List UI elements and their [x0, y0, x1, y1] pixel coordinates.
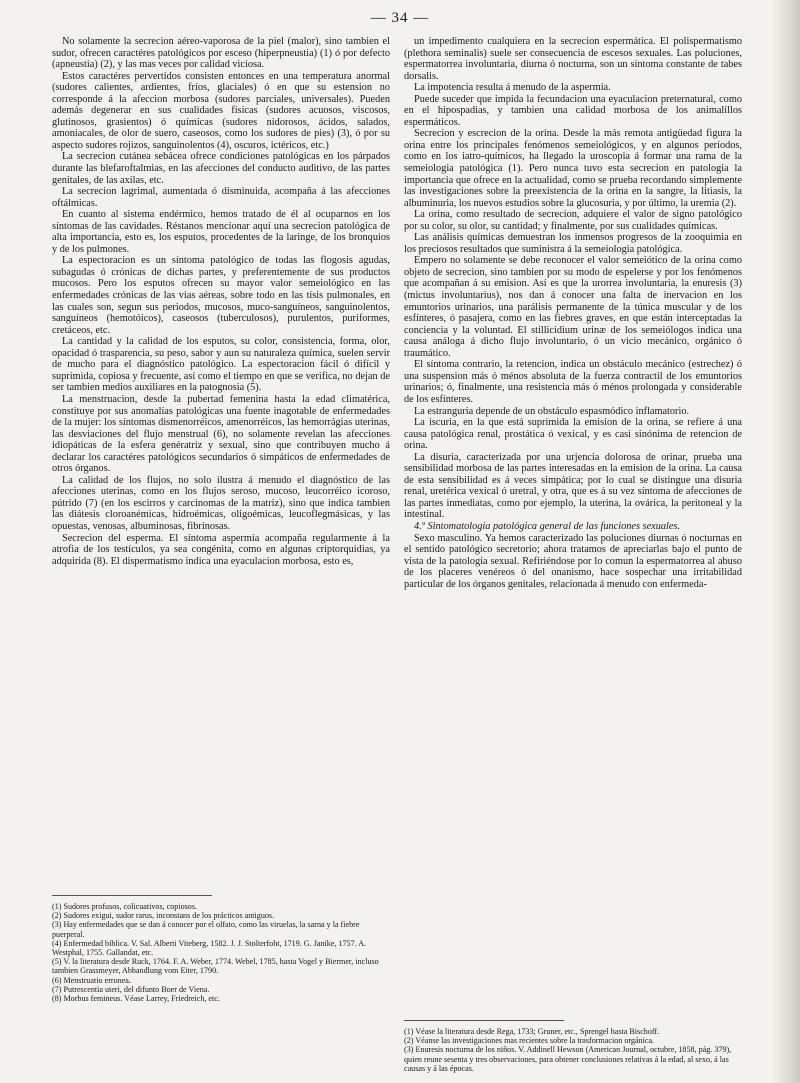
paragraph: La impotencia resulta á menudo de la aspermia. [414, 82, 611, 94]
paragraph: La espectoracion es un síntoma patológico de todas las flogosis agudas, subagudas ó crónicas de dichas partes, y preferentemente de sus productos mucosos. Pero los esputos ofrecen su mayor valor semeiológico en las enfermedades crónicas de las vias aéreas, sobre todo en las tísis pulmonales, en las cuales son, segun sus periodos, mucosos, muco-sanguíneos, sanguinolentos, sanguíneos (hemotóicos), caseosos (tuberculosos), purulentos, puriformes, cretáceos, etc. [52, 255, 390, 336]
paragraph: El síntoma contrario, la retencion, indica un obstáculo mecánico (estrechez) ó una suspension más ó ménos absoluta de la fuerza contractil de los emuntorios urinarios; ó, finalmente, una resistencia más ó ménos prolongada y considerable de los esfínteres. [404, 359, 742, 405]
footnote: (8) Morbus femineus. Véase Larrey, Friedreich, etc. [52, 994, 220, 1004]
footnote: (5) V. la literatura desde Ruck, 1764. F. A. Weber, 1774. Webel, 1785, hasta Vogel y Biermer, incluso tambien Grassmeyer, Abhandlung vom Eiter, 1790. [52, 957, 379, 976]
left-footnotes [52, 887, 390, 1003]
paragraph: La disuria, caracterizada por una urjencia dolorosa de orinar, prueba una sensibilidad morbosa de las partes interesadas en la emision de la orina. La causa de esta sensibilidad es á veces simpática; por lo cual se distingue una disuria renal, uretérica vexical ó uretral, y otra, que es á su vez síntoma de afecciones de las partes inmediatas, como por ejemplo, la uterina, la ovárica, la peritoneal y la intestinal. [404, 451, 742, 521]
paragraph: La estranguria depende de un obstáculo espasmódico inflamatorio. [414, 405, 690, 417]
paragraph: Puede suceder que impida la fecundacion una eyaculacion preternatural, como en el hipospadias, y tambien una calidad morbosa de los animalillos espermáticos. [404, 93, 742, 128]
footnote: (3) Enuresis nocturna de los niños. V. Addinell Hewson (American Journal, octubre, 1858, pág. 379), quien reune sesenta y tres observaciones, para obtener conclusiones relativas á la edad, al sexo, á las causas y á las épocas. [404, 1045, 732, 1073]
paragraph: La orina, como resultado de secrecion, adquiere el valor de signo patológico por su color, su olor, su cantidad; y finalmente, por sus cualidades químicas. [404, 209, 742, 232]
page-edge-shadow [772, 0, 800, 1083]
paragraph: En cuanto al sistema endérmico, hemos tratado de él al ocuparnos en los síntomas de las cavidades. Réstanos mencionar aquí una secrecion patológica de alta importancia, esto es, los esputos, procedentes de la laringe, de los bronquios y de los pulmones. [52, 209, 390, 255]
paragraph: No solamente la secrecion aéreo-vaporosa de la piel (malor), sino tambien el sudor, ofrecen caractéres patológicos por esceso (hiperpneustia) (1) ó por defecto (apneustia) (2), y las mas veces por calidad viciosa. [52, 36, 390, 71]
paragraph: La secrecion cutánea sebácea ofrece condiciones patológicas en los párpados durante las blefaroftalmias, en las afecciones del conducto auditivo, de las partes genitales, de las axilas, etc. [52, 151, 390, 186]
footnote: (4) Enfermedad bíblica. V. Sal. Alberti Viteberg, 1582. J. J. Stolterfoht, 1719. G. Janike, 1757. A. Westphal, 1755. Gallandat, etc. [52, 938, 367, 958]
footnote: (6) Menstruatio erronea. [52, 975, 131, 985]
left-column [52, 36, 390, 567]
paragraph: La secrecion lagrimal, aumentada ó disminuida, acompaña á las afecciones oftálmicas. [52, 186, 390, 209]
paragraph: Las análisis químicas demuestran los inmensos progresos de la zooquimia en los preciosos resultados que suministra á la semeiologia patológica. [404, 232, 742, 255]
paragraph: Sexo masculino. Ya hemos caracterizado las poluciones diurnas ó nocturnas en el sentido patológico secretorio; ahora tratamos de apreciarlas bajo el punto de vista de la patologia sexual. Refiriéndose por lo comun la espermatorrea al abuso de los placeres venéreos ó del onanismo, hace sospechar una irritabilidad particular de los órganos genitales, relacionada á menudo con enfermeda- [404, 532, 742, 590]
paragraph: La cantidad y la calidad de los esputos, su color, consistencia, forma, olor, opacidad ó trasparencia, su peso, sabor y aun su naturaleza química, suelen servir de mucho para el diagnóstico patológico. La espectoracion fácil ó difícil y suprimida, copiosa y frecuente, así como el tiempo en que se verifica, no dejan de ser tambien medios auxiliares en la patognosia (5). [52, 336, 390, 394]
paragraph: La menstruacion, desde la pubertad femenina hasta la edad climatérica, constituye por sus anomalías patológicas una fuente inagotable de enfermedades de la mujer: los síntomas dismenorréicos, amenorréicos, las hemorrágias uterinas, las desviaciones del flujo menstrual (6), no solamente revelan las afecciones idiopáticas de la esfera genératriz y sexual, sino que contribuyen mucho á declarar los caractéres patológicos secundarios ó simpáticos de enfermedades de otros órganos. [52, 393, 390, 475]
right-column [404, 36, 742, 590]
paragraph: Secrecion y escrecion de la orina. Desde la más remota antigüedad figura la orina entre los principales fenómenos semeiológicos, y en algunos períodos, como en los iatro-químicos, ha llegado la uroscopia á formar una rama de la semeiologia patológica (1). Pero nunca tuvo esta secrecion en patologia la importancia que ofrece en la actualidad, como se prueba recordando simplemente las investigaciones sobre la preexistencia de la orina en la sangre, la litiasis, la albuminuria, los nuevos estudios sobre la glucosuria, y por último, la uremia (2). [404, 128, 742, 209]
footnote: (1) Véase la literatura desde Rega, 1733; Gruner, etc., Sprengel hasta Bischoff. [404, 1027, 660, 1036]
footnote: (1) Sudores profusos, colicuativos, copiosos. [52, 902, 197, 911]
paragraph: Empero no solamente se debe reconocer el valor semeiótico de la orina como objeto de secrecion, sino tambien por su modo de espelerse y por los fenómenos que acompañan á su emision. Así es que la urorrea involuntaria, la enuresis (3) (mictus involuntarius), nos dan á conocer una falta de inervacion en los emuntorios urinarios, una parálisis permanente de la túnica muscular y de los esfínteres, ó pasajera, como en las fiebres graves, en que están interceptadas la conciencia y la voluntad. El stillicidium urinæ de los semeiólogos indica una causa análoga á dicho flujo involuntario, ó un vicio mecánico, orgánico ó traumático. [404, 255, 742, 359]
right-footnotes [404, 1012, 742, 1073]
footnote-rule [404, 1020, 564, 1021]
footnote: (2) Véanse las investigaciones mas recientes sobre la trasformacion orgánica. [404, 1036, 655, 1046]
footnote-rule [52, 895, 212, 896]
paragraph: La calidad de los flujos, no solo ilustra á menudo el diagnóstico de las afecciones uterinas, como en los flujos seroso, mucoso, leucorréico icoroso, pútrido (7) (en los escirros y carcinomas de la matriz), sino que indica tambien las diátesis cloroanémicas, hidroémicas, oligoémicas, leucoflegmásicas, y las opuestas, venosas, albuminosas, fibrinosas. [52, 474, 390, 532]
footnote: (7) Putrescentia uteri, del difunto Boer de Viena. [52, 984, 210, 994]
paragraph: Estos caractéres pervertidos consisten entonces en una temperatura anormal (sudores calientes, ardientes, fríos, glaciales) ó en que su estension no corresponde á la afeccion morbosa (sudores parciales, universales). Pueden además degenerar en sus cualidades físicas (sudores acuosos, viscosos, glutinosos, grasientos) ó químicas (sudores nidorosos, ácidos, salados, amoniacales, de olor de suero, caseosos, como los sudores de pies) (3), ó por su aspecto sudores rojizos, sanguinolentos (4), oscuros, ictéricos, etc.) [52, 70, 390, 151]
paragraph: un impedimento cualquiera en la secrecion espermática. El polispermatismo (plethora seminalis) suele ser consecuencia de escesos sexuales. Las poluciones, espermatorrea involuntaria, diurna ó nocturna, son un síntoma constante de tabes dorsalis. [404, 36, 742, 82]
page-number: — 34 — [370, 10, 430, 26]
paragraph: La iscuria, en la que está suprimida la emision de la orina, se refiere á una causa patológica renal, prostática ó vexical, y es casi sinónima de retencion de orina. [404, 417, 742, 452]
paragraph: Secrecion del esperma. El síntoma aspermia acompaña regularmente á la atrofia de los testículos, ya sea congénita, como en algunas críptorquidias, ya adquirida (8). El dispermatismo indica una eyaculacion morbosa, esto es, [52, 532, 390, 567]
section-heading: 4.º Sintomatologia patológica general de las funciones sexuales. [414, 520, 681, 532]
footnote: (3) Hay enfermedades que se dan á conocer por el olfato, como las viruelas, la sarna y la fiebre puerperal. [52, 920, 360, 939]
footnote: (2) Sudores exigui, sudor rarus, inconstans de los prácticos antiguos. [52, 911, 275, 921]
